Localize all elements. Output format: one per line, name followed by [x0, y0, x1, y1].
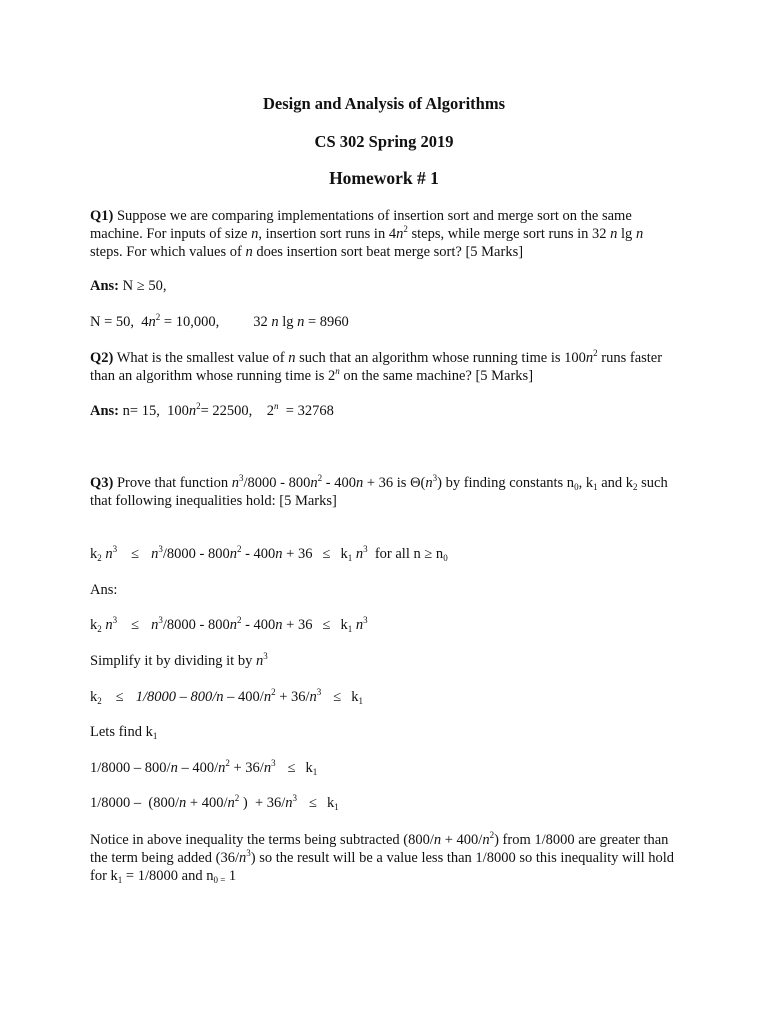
course-code: CS 302 Spring 2019: [314, 132, 454, 151]
inequality-3: $k_2 \le 1/8000 - 800/n - 400/n^2 + 36/n^3 \le k_1$: [90, 687, 363, 706]
answer-3-label: Ans:: [90, 582, 118, 598]
simplify-step: Simplify it by dividing it by $n^3$: [90, 651, 268, 669]
inequality-5: $1/8000 - (800/n + 400/n^2$ ) + $36/n^3 \le k_1$: [90, 793, 339, 812]
inequality-4: $1/8000 - 800/n - 400/n^2 + 36/n^3 \le k_1$: [90, 758, 318, 777]
inequality-1: $k_2$ $n^3 \le n^3/8000 - 800n^2 - 400n + 36 \le k_1$ $n^3$ for all $n \ge n_0$: [90, 544, 448, 563]
assignment-title: Homework # 1: [329, 168, 439, 188]
answer-2: Ans: n= 15, $100n^2= 22500$, 2$^n$ = 32768: [90, 401, 334, 419]
answer-1-values: N = 50, $4n^2 = 10,000$, 32 n lg n = 8960: [90, 312, 349, 330]
find-k1: Lets find $k_1$: [90, 724, 158, 741]
question-1: Q1) Suppose we are comparing implementations of insertion sort and merge sort on the same machine. For inputs of size n, insertion sort runs in $4n^2$ steps, while merge sort runs in 32 n lg n steps. For which values of n does insertion sort beat merge sort? [5 Marks]: [90, 208, 644, 260]
q1-label: Q1): [90, 208, 114, 224]
course-title: Design and Analysis of Algorithms: [262, 94, 506, 113]
question-2: Q2) What is the smallest value of n such that an algorithm whose running time is $100n^2$ runs faster than an algorithm whose running time is 2$^n$ on the same machine? [5 Marks]: [90, 348, 663, 384]
inequality-2: $k_2$ $n^3 \le n^3/8000 - 800n^2 - 400n + 36 \le k_1$ $n^3$: [90, 615, 368, 634]
notice-paragraph: Notice in above inequality the terms being subtracted $(800/n + 400/n^2)$ from 1/8000 are greater than the term being added $(36/n^3)$ so the result will be a value less than 1/8000 so this inequality will hold for $k_1 = 1/8000$ and $n_{0 =}$ 1: [90, 830, 674, 885]
answer-1: Ans: N ≥ 50,: [90, 278, 167, 294]
question-3: Q3) Prove that function $n^3/8000 - 800n^2 - 400n + 36$ is $\Theta(n^3)$ by finding constants $n_0$, $k_1$ and $k_2$ such that following inequalities hold: [5 Marks]: [90, 473, 668, 509]
